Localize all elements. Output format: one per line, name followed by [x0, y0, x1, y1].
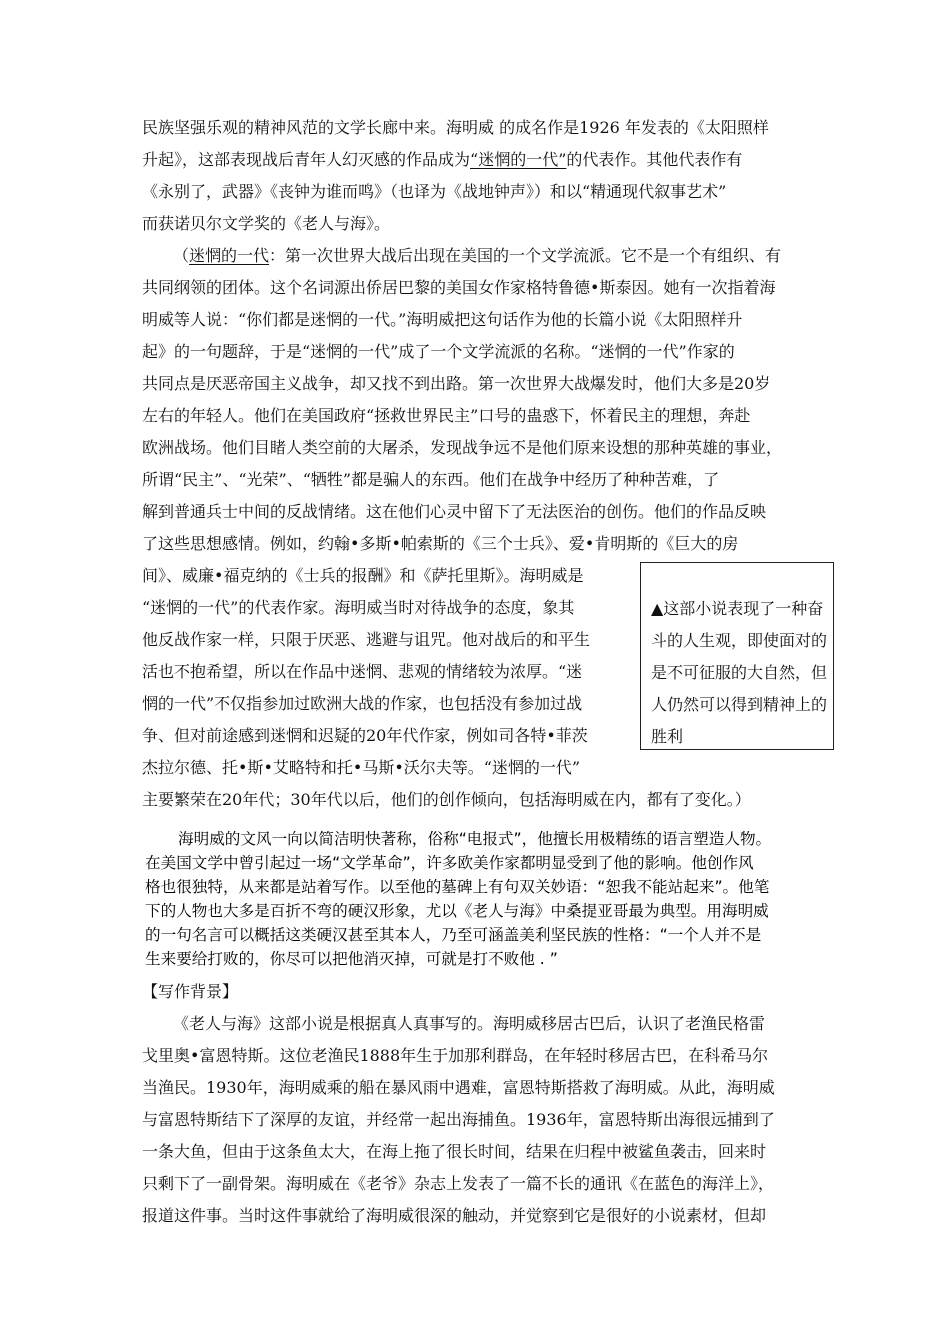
- image-text-line-5: 的一句名言可以概括这类硬汉甚至其本人，乃至可涵盖美利坚民族的性格：“一个人并不是: [145, 926, 762, 944]
- note-line-11: 间》、威廉•福克纳的《士兵的报酬》和《萨托里斯》。海明威是: [142, 566, 584, 585]
- note-line-12: “迷惘的一代”的代表作家。海明威当时对待战争的态度，象其: [142, 598, 575, 617]
- image-text-line-1: 海明威的文风一向以简洁明快著称，俗称“电报式”，他擅长用极精练的语言塑造人物。: [178, 830, 772, 848]
- background-line-4: 与富恩特斯结下了深厚的友谊，并经常一起出海捕鱼。1936年，富恩特斯出海很远捕到了: [142, 1110, 775, 1129]
- note-line-8: 所谓“民主”、“光荣”、“牺牲”都是骗人的东西。他们在战争中经历了种种苦难，了: [142, 470, 720, 489]
- note-line-13: 他反战作家一样，只限于厌恶、逃避与诅咒。他对战后的和平生: [142, 630, 591, 649]
- intro-line-1: 民族坚强乐观的精神风范的文学长廊中来。海明威 的成名作是1926 年发表的《太阳照样: [142, 118, 769, 137]
- note-line-14: 活也不抱希望，所以在作品中迷惘、悲观的情绪较为浓厚。“迷: [142, 662, 583, 681]
- image-text-line-4: 下的人物也大多是百折不弯的硬汉形象，尤以《老人与海》中桑提亚哥最为典型。用海明威: [145, 902, 769, 920]
- note-line-6: 左右的年轻人。他们在美国政府“拯救世界民主”口号的蛊惑下，怀着民主的理想，奔赴: [142, 406, 751, 425]
- intro-line-4: 而获诺贝尔文学奖的《老人与海》。: [142, 214, 391, 233]
- note-term: 迷惘的一代: [189, 246, 270, 265]
- embedded-text-image: [145, 830, 818, 968]
- image-text-line-2: 在美国文学中曾引起过一场“文学革命”，许多欧美作家都明显受到了他的影响。他创作风: [145, 854, 754, 872]
- note-line-10: 了这些思想感情。例如，约翰•多斯•帕索斯的《三个士兵》、爱•肯明斯的《巨大的房: [142, 534, 739, 553]
- note-line-1: （迷惘的一代：第一次世界大战后出现在美国的一个文学流派。它不是一个有组织、有: [173, 246, 782, 265]
- note-line-17: 杰拉尔德、托•斯•艾略特和托•马斯•沃尔夫等。“迷惘的一代”: [142, 758, 581, 777]
- note-line-16: 争、但对前途感到迷惘和迟疑的20年代作家，例如司各特•菲茨: [142, 726, 588, 745]
- note-line-9: 解到普通兵士中间的反战情绪。这在他们心灵中留下了无法医治的创伤。他们的作品反映: [142, 502, 767, 521]
- note-line-2: 共同纲领的团体。这个名词源出侨居巴黎的美国女作家格特鲁德•斯泰因。她有一次指着海: [142, 278, 776, 297]
- intro-line-2: 升起》，这部表现战后青年人幻灭感的作品成为“迷惘的一代”的代表作。其他代表作有: [142, 150, 743, 169]
- background-line-7: 报道这件事。当时这件事就给了海明威很深的触动，并觉察到它是很好的小说素材，但却: [142, 1206, 767, 1225]
- lost-generation-term: “迷惘的一代”: [470, 150, 567, 169]
- note-line-7: 欧洲战场。他们目睹人类空前的大屠杀，发现战争远不是他们原来设想的那种英雄的事业，: [142, 438, 783, 457]
- note-line-15: 惘的一代”不仅指参加过欧洲大战的作家，也包括没有参加过战: [142, 694, 583, 713]
- intro-line-3: 《永别了，武器》《丧钟为谁而鸣》（也译为《战地钟声》）和以“精通现代叙事艺术”: [142, 182, 727, 201]
- note-line-3: 明威等人说：“你们都是迷惘的一代。”海明威把这句话作为他的长篇小说《太阳照样升: [142, 310, 743, 329]
- image-text-line-6: 生来要给打败的，你尽可以把他消灭掉，可就是打不败他 . ”: [145, 950, 558, 968]
- background-line-3: 当渔民。1930年，海明威乘的船在暴风雨中遇难，富恩特斯搭救了海明威。从此，海明威: [142, 1078, 775, 1097]
- note-line-5: 共同点是厌恶帝国主义战争，却又找不到出路。第一次世界大战爆发时，他们大多是20岁: [142, 374, 771, 393]
- side-note-text: ▲这部小说表现了一种奋斗的人生观，即使面对的是不可征服的大自然，但人仍然可以得到精神上的胜利: [651, 599, 828, 746]
- background-line-1: 《老人与海》这部小说是根据真人真事写的。海明威移居古巴后，认识了老渔民格雷: [173, 1014, 766, 1033]
- note-line-4: 起》的一句题辞，于是“迷惘的一代”成了一个文学流派的名称。“迷惘的一代”作家的: [142, 342, 735, 361]
- background-line-6: 只剩下了一副骨架。海明威在《老爷》杂志上发表了一篇不长的通讯《在蓝色的海洋上》，: [142, 1174, 775, 1193]
- side-note-box: [640, 562, 834, 750]
- note-line-18: 主要繁荣在20年代；30年代以后，他们的创作倾向，包括海明威在内，都有了变化。）: [142, 790, 751, 809]
- image-text-line-3: 格也很独特，从来都是站着写作。以至他的墓碑上有句双关妙语：“恕我不能站起来”。他笔: [145, 878, 770, 896]
- background-line-2: 戈里奥•富恩特斯。这位老渔民1888年生于加那利群岛，在年轻时移居古巴，在科希马尔: [142, 1046, 769, 1065]
- section-heading: 【写作背景】: [142, 982, 239, 1001]
- background-line-5: 一条大鱼，但由于这条鱼太大，在海上拖了很长时间，结果在归程中被鲨鱼袭击，回来时: [142, 1142, 767, 1161]
